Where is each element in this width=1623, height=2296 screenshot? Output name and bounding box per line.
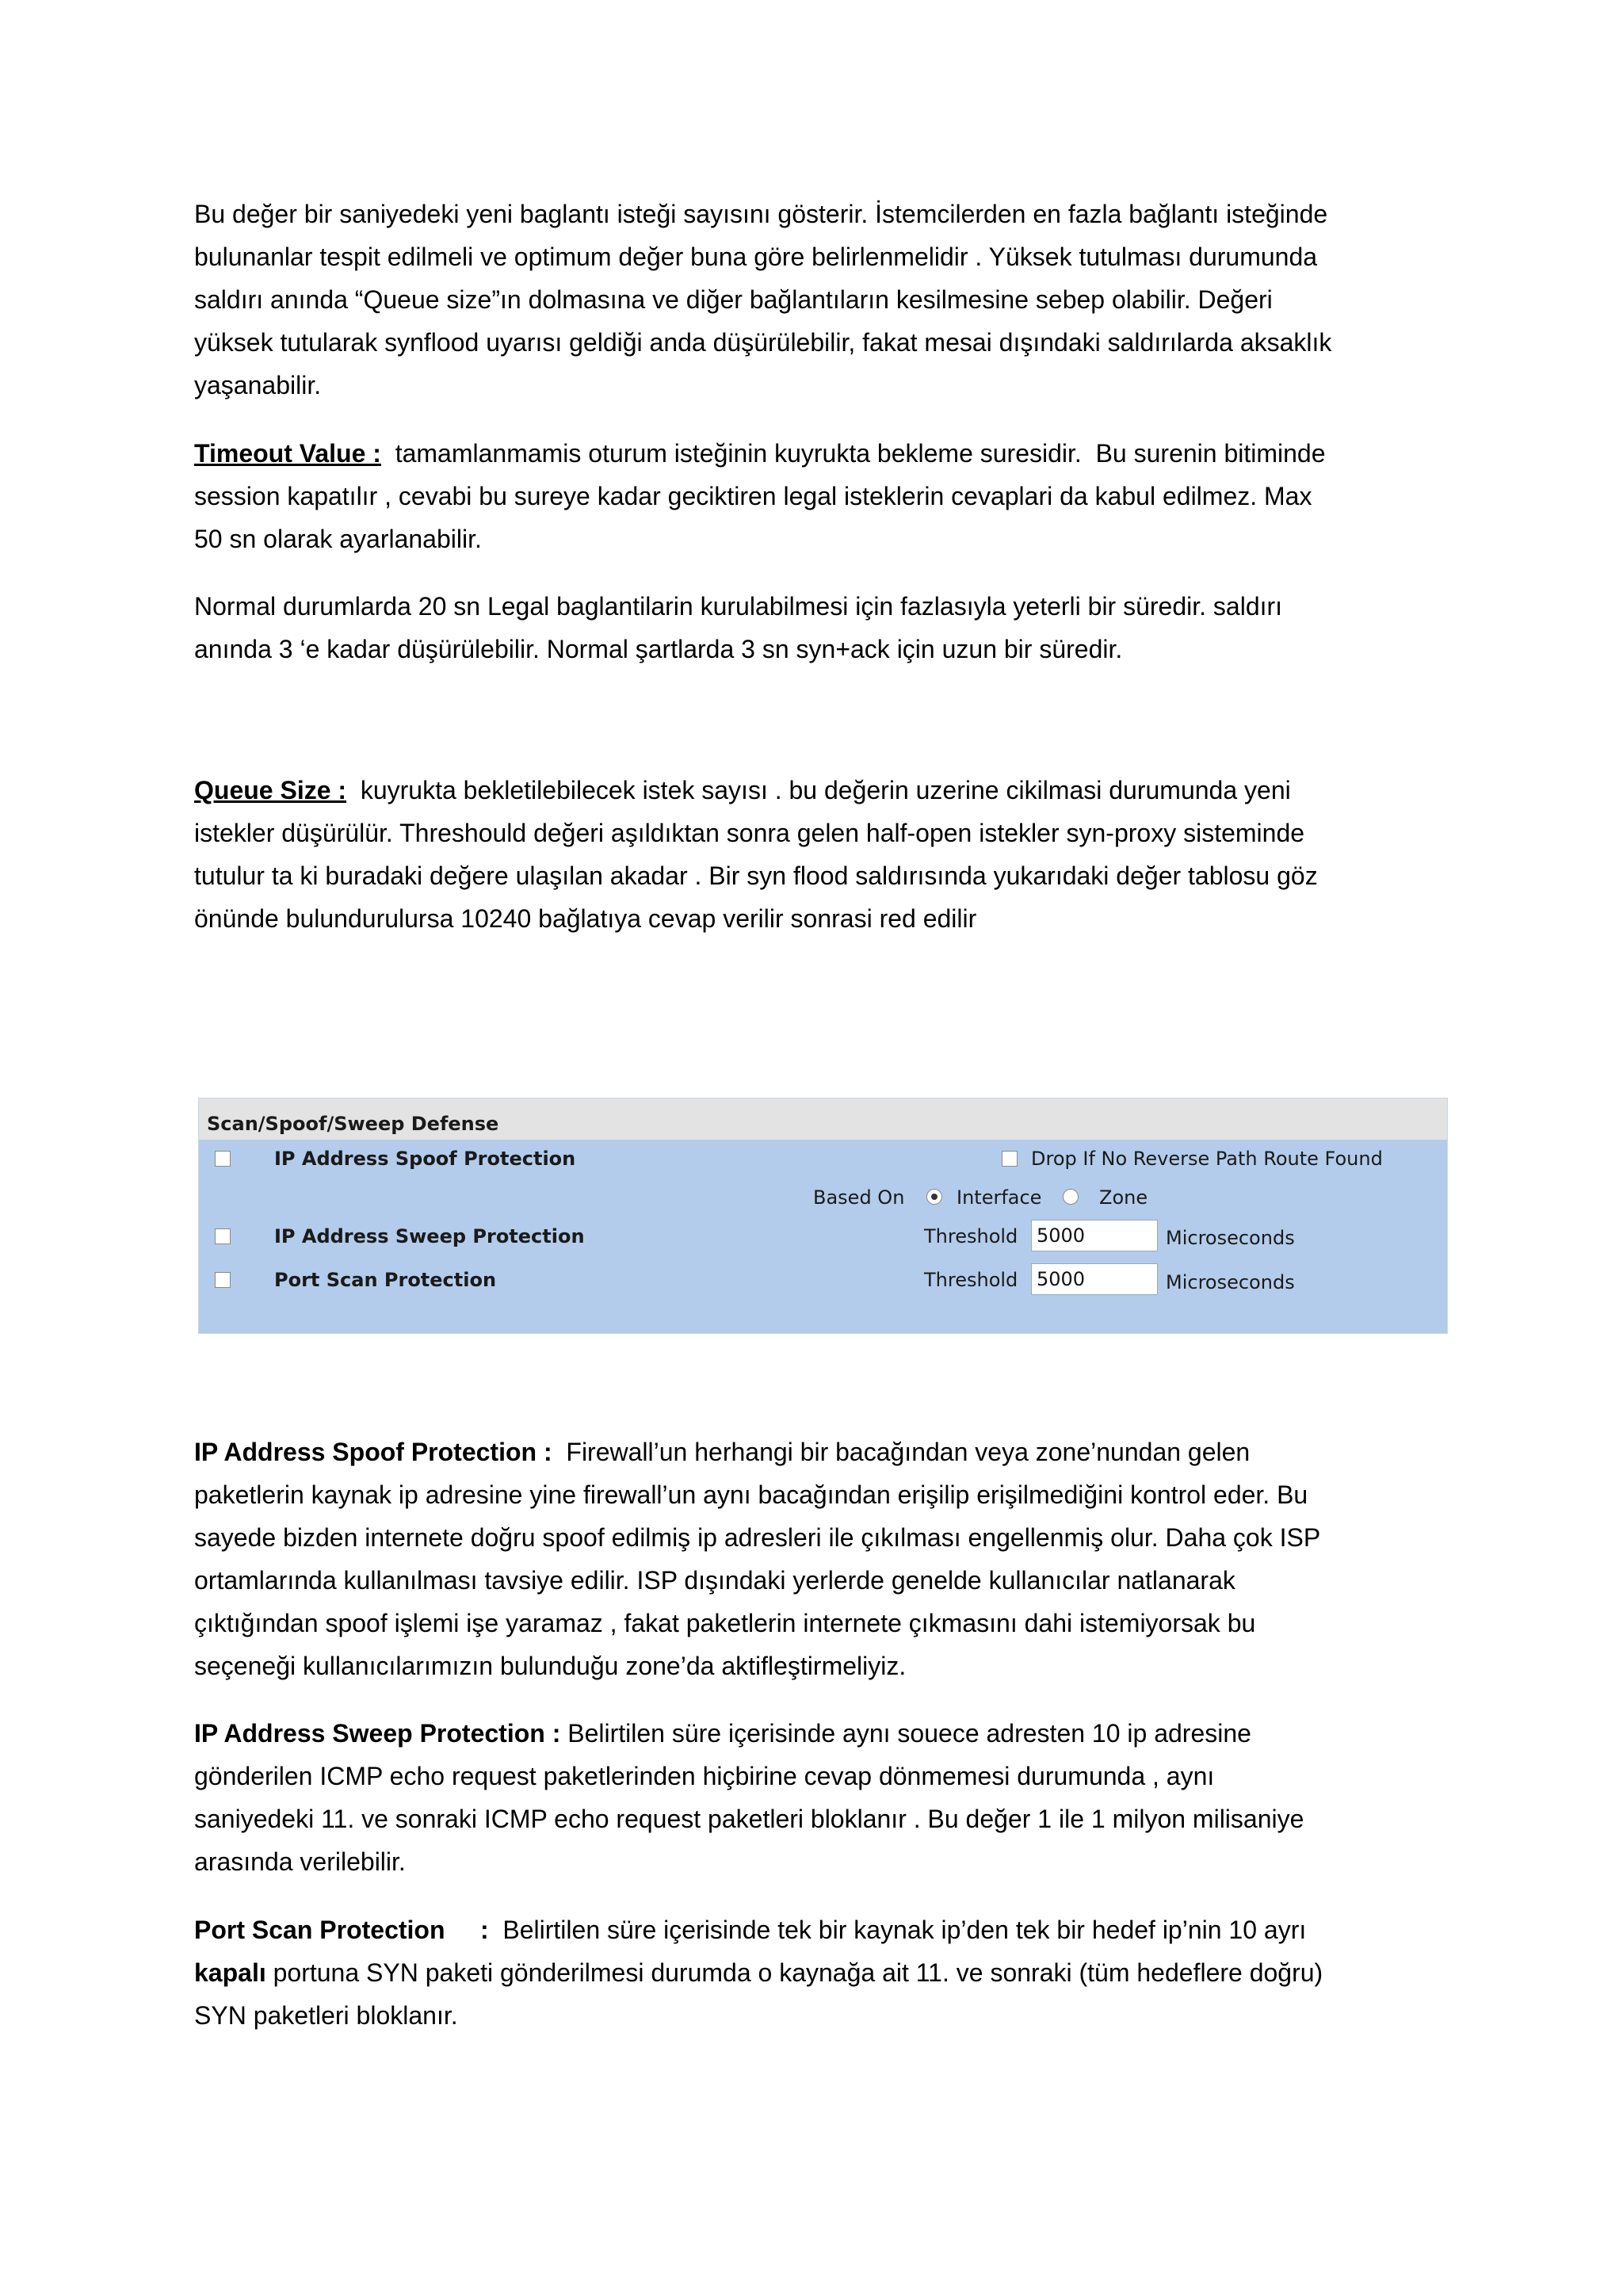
port-scan-label: Port Scan Protection: [274, 1269, 497, 1291]
scan-spoof-sweep-panel: [198, 1098, 1448, 1334]
sweep-unit-label: Microseconds: [1166, 1227, 1295, 1249]
intro-line: yüksek tutularak synflood uyarısı geldiği anda düşürülebilir, fakat mesai dışındaki saldırılarda aksaklık: [194, 328, 1332, 357]
timeout-line: tamamlanmamis oturum isteğinin kuyrukta bekleme suresidir. Bu surenin bitiminde: [380, 439, 1326, 468]
spoof-paragraph: [194, 1431, 1446, 1687]
sweep-line: gönderilen ICMP echo request paketlerinden hiçbirine cevap dönmemesi durumunda , aynı: [194, 1762, 1215, 1790]
sweep-line: saniyedeki 11. ve sonraki ICMP echo request paketleri bloklanır . Bu değer 1 ile 1 milyon milisaniye: [194, 1805, 1304, 1833]
queue-heading: Queue Size :: [194, 776, 347, 804]
closed-word: kapalı: [194, 1958, 266, 1987]
queue-paragraph: [194, 769, 1446, 940]
normal-paragraph: [194, 585, 1446, 670]
sweep-protection-label: IP Address Sweep Protection: [274, 1225, 585, 1247]
timeout-line: 50 sn olarak ayarlanabilir.: [194, 525, 482, 553]
spoof-line: sayede bizden internete doğru spoof edilmiş ip adresleri ile çıkılması engellenmiş olur. Daha çok ISP: [194, 1523, 1321, 1552]
port-scan-unit-label: Microseconds: [1166, 1271, 1295, 1293]
port-scan-threshold-label: Threshold: [924, 1269, 1018, 1291]
port-scan-checkbox[interactable]: [215, 1272, 231, 1288]
sweep-protection-checkbox[interactable]: [215, 1228, 231, 1244]
port-scan-line: portuna SYN paketi gönderilmesi durumda o kaynağa ait 11. ve sonraki (tüm hedeflere doğru): [265, 1958, 1323, 1987]
normal-line: anında 3 ‘e kadar düşürülebilir. Normal şartlarda 3 sn syn+ack için uzun bir süredir.: [194, 635, 1123, 663]
queue-line: tutulur ta ki buradaki değere ulaşılan akadar . Bir syn flood saldırısında yukarıdaki değer tablosu göz: [194, 861, 1318, 890]
intro-paragraph: [194, 193, 1446, 407]
port-scan-paragraph: [194, 1908, 1446, 2037]
timeout-line: session kapatılır , cevabi bu sureye kadar geciktiren legal isteklerin cevaplari da kabul edilmez. Max: [194, 482, 1312, 510]
based-on-label: Based On: [813, 1186, 905, 1209]
sweep-threshold-input[interactable]: 5000: [1031, 1220, 1158, 1251]
interface-label: Interface: [957, 1186, 1042, 1209]
spoof-line: ortamlarında kullanılması tavsiye edilir. ISP dışındaki yerlerde genelde kullanıcılar natlanarak: [194, 1566, 1235, 1595]
zone-label: Zone: [1099, 1186, 1148, 1209]
drop-reverse-path-checkbox[interactable]: [1002, 1151, 1018, 1167]
intro-line: Bu değer bir saniyedeki yeni baglantı isteği sayısını gösterir. İstemcilerden en fazla bağlantı isteğinde: [194, 200, 1328, 228]
queue-line: önünde bulundurulursa 10240 bağlatıya cevap verilir sonrasi red edilir: [194, 904, 977, 933]
spoof-line: çıktığından spoof işlemi işe yaramaz , fakat paketlerin internete çıkmasını dahi istemiyorsak bu: [194, 1609, 1256, 1637]
intro-line: bulunanlar tespit edilmeli ve optimum değer buna göre belirlenmelidir . Yüksek tutulması durumunda: [194, 243, 1318, 271]
timeout-heading: Timeout Value :: [194, 439, 381, 468]
drop-reverse-path-label: Drop If No Reverse Path Route Found: [1031, 1148, 1383, 1170]
sweep-paragraph: [194, 1712, 1446, 1883]
sweep-line: Belirtilen süre içerisinde aynı souece adresten 10 ip adresine: [560, 1719, 1251, 1748]
spoof-line: seçeneği kullanıcılarımızın bulunduğu zone’da aktifleştirmeliyiz.: [194, 1652, 907, 1680]
queue-line: kuyrukta bekletilebilecek istek sayısı . bu değerin uzerine cikilmasi durumunda yeni: [346, 776, 1291, 804]
port-scan-line: SYN paketleri bloklanır.: [194, 2001, 458, 2030]
sweep-threshold-label: Threshold: [924, 1225, 1018, 1247]
queue-line: istekler düşürülür. Threshould değeri aşıldıktan sonra gelen half-open istekler syn-proxy sisteminde: [194, 819, 1305, 847]
normal-line: Normal durumlarda 20 sn Legal baglantilarin kurulabilmesi için fazlasıyla yeterli bir süredir. saldırı: [194, 592, 1283, 621]
panel-title: Scan/Spoof/Sweep Defense: [199, 1098, 1447, 1140]
spoof-line: paketlerin kaynak ip adresine yine firewall’un aynı bacağından erişilip erişilmediğini kontrol eder. Bu: [194, 1480, 1308, 1509]
timeout-paragraph: [194, 432, 1446, 560]
spoof-protection-checkbox[interactable]: [215, 1151, 231, 1167]
port-scan-line: Belirtilen süre içerisinde tek bir kaynak ip’den tek bir hedef ip’nin 10 ayrı: [488, 1916, 1307, 1944]
spoof-protection-label: IP Address Spoof Protection: [274, 1148, 576, 1170]
port-scan-threshold-input[interactable]: 5000: [1031, 1263, 1158, 1295]
zone-radio[interactable]: [1063, 1189, 1079, 1205]
spoof-line: Firewall’un herhangi bir bacağından veya zone’nundan gelen: [552, 1438, 1251, 1466]
spoof-heading: IP Address Spoof Protection :: [194, 1438, 552, 1466]
intro-line: saldırı anında “Queue size”ın dolmasına ve diğer bağlantıların kesilmesine sebep olabilir. Değeri: [194, 285, 1273, 314]
interface-radio[interactable]: [926, 1189, 942, 1205]
sweep-heading: IP Address Sweep Protection :: [194, 1719, 561, 1748]
port-scan-heading: Port Scan Protection :: [194, 1916, 489, 1944]
intro-line: yaşanabilir.: [194, 371, 322, 399]
sweep-line: arasında verilebilir.: [194, 1847, 406, 1876]
